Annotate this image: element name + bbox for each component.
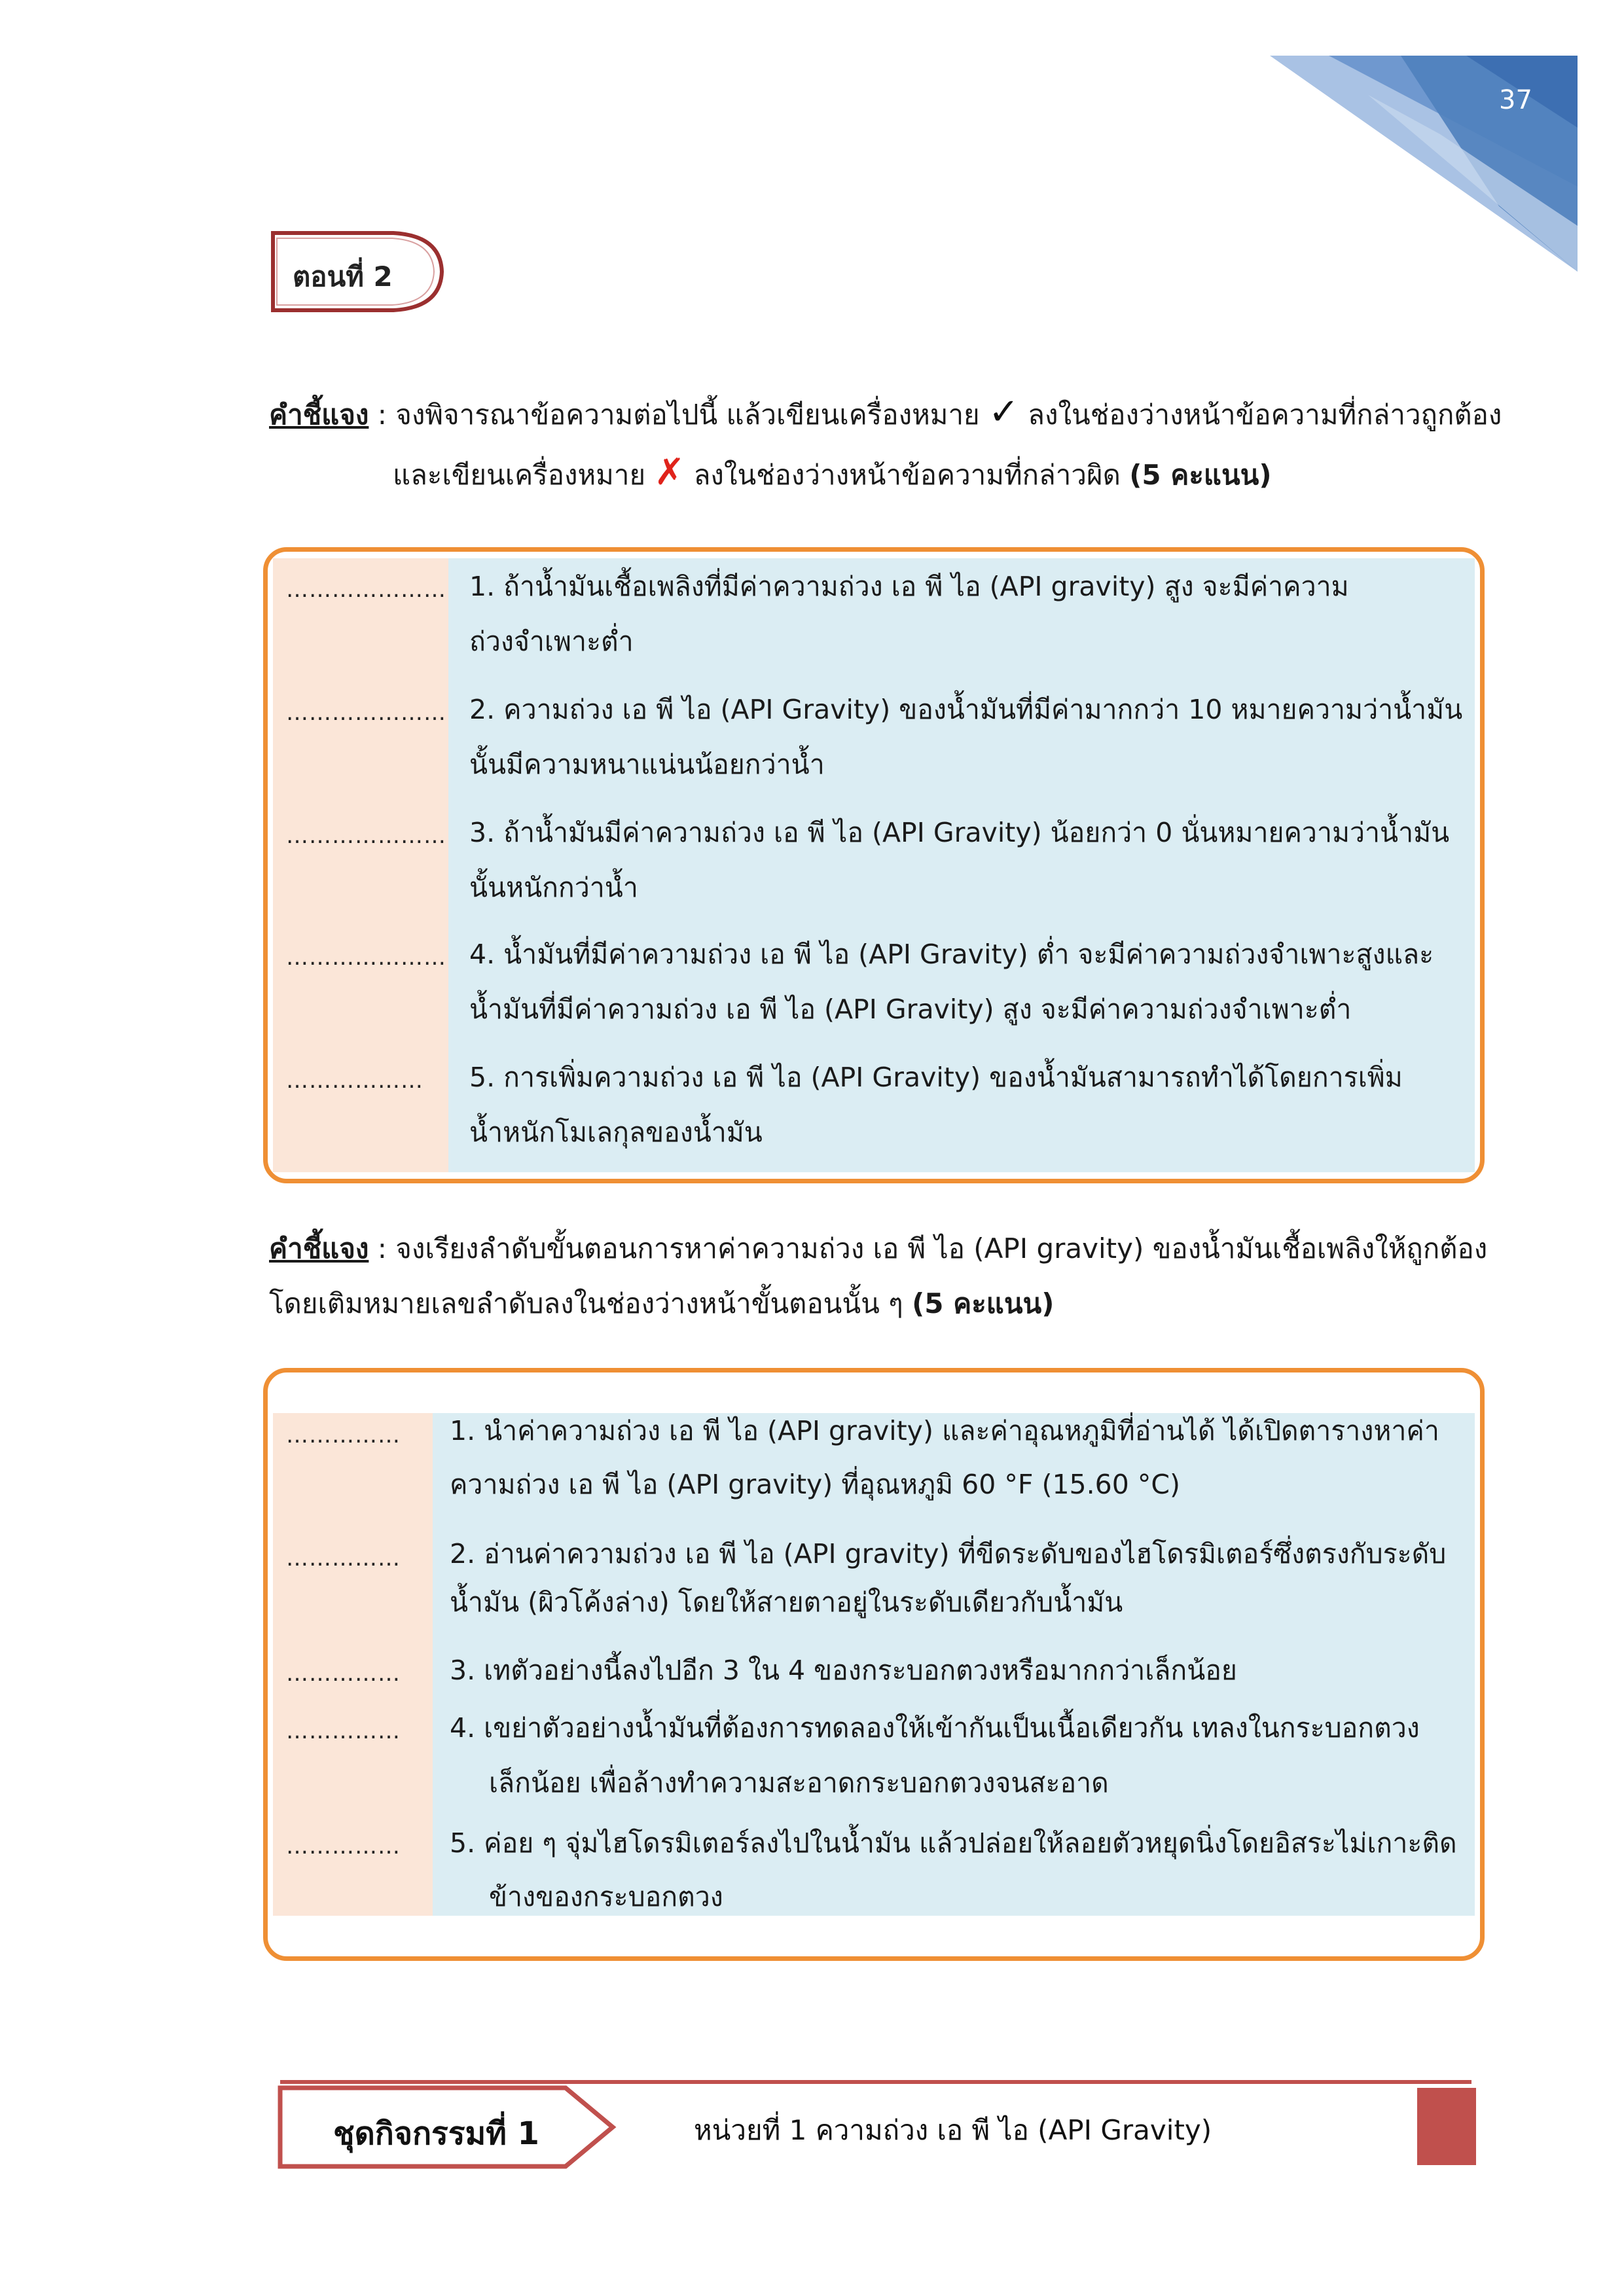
part2-instruction-line2 <box>269 1284 1054 1323</box>
section-tag <box>269 229 446 314</box>
list-item <box>273 558 1475 680</box>
list-item <box>273 925 1475 1047</box>
page-corner-decoration <box>1270 56 1584 272</box>
item-line: 2. อ่านค่าความถ่วง เอ พี ไอ (API gravity) ที่ขีดระดับของไฮโดรมิเตอร์ซึ่งตรงกับระดับ <box>450 1538 1447 1570</box>
list-item <box>273 1825 1475 1924</box>
item-line: 1. ถ้าน้ำมันเชื้อเพลิงที่มีค่าความถ่วง เอ พี ไอ (API gravity) สูง จะมีค่าความ <box>469 571 1349 602</box>
footer-accent-block <box>1417 2088 1476 2165</box>
list-item <box>273 803 1475 925</box>
item-line: 4. เขย่าตัวอย่างน้ำมันที่ต้องการทดลองให้เข้ากันเป็นเนื้อเดียวกัน เทลงในกระบอกตวง <box>450 1712 1420 1744</box>
answer-blank[interactable]: ………………… <box>286 577 446 603</box>
list-item <box>273 1048 1475 1170</box>
list-item <box>273 1413 1475 1537</box>
part2-instruction-text-2: โดยเติมหมายเลขลำดับลงในช่องว่างหน้าขั้นตอนนั้น ๆ <box>269 1287 912 1319</box>
part1-instruction-text: : จงพิจารณาข้อความต่อไปนี้ แล้วเขียนเครื่องหมาย <box>369 399 988 431</box>
item-line-2: น้ำมันที่มีค่าความถ่วง เอ พี ไอ (API Gravity) สูง จะมีค่าความถ่วงจำเพาะต่ำ <box>469 994 1352 1025</box>
item-line-2: ถ่วงจำเพาะต่ำ <box>469 626 634 657</box>
footer-activity-tag <box>278 2085 618 2169</box>
part1-instruction-text-2: ลงในช่องว่างหน้าข้อความที่กล่าวถูกต้อง <box>1019 399 1502 431</box>
answer-blank[interactable]: …………… <box>286 1833 401 1859</box>
item-line-2: เล็กน้อย เพื่อล้างทำความสะอาดกระบอกตวงจนสะอาด <box>489 1767 1109 1799</box>
item-line-2: ความถ่วง เอ พี ไอ (API gravity) ที่อุณหภูมิ 60 °F (15.60 °C) <box>450 1469 1180 1500</box>
item-line: 5. การเพิ่มความถ่วง เอ พี ไอ (API Gravity) ของน้ำมันสามารถทำได้โดยการเพิ่ม <box>469 1062 1403 1093</box>
part1-score: (5 คะแนน) <box>1129 459 1272 491</box>
item-line-2: น้ำหนักโมเลกุลของน้ำมัน <box>469 1117 763 1148</box>
footer-rule <box>280 2080 1471 2084</box>
answer-blank[interactable]: …………… <box>286 1422 401 1448</box>
item-line: 1. นำค่าความถ่วง เอ พี ไอ (API gravity) และค่าอุณหภูมิที่อ่านได้ ได้เปิดตารางหาค่า <box>450 1415 1439 1446</box>
list-item <box>273 1651 1475 1706</box>
true-false-box-inner <box>273 558 1475 1172</box>
answer-blank[interactable]: ………………… <box>286 823 446 849</box>
part1-instruction-line2 <box>393 453 1272 495</box>
part1-instruction-text-3: และเขียนเครื่องหมาย <box>393 459 655 491</box>
item-line-2: ข้างของกระบอกตวง <box>489 1881 723 1912</box>
list-item <box>273 1535 1475 1650</box>
answer-blank[interactable]: …………… <box>286 1660 401 1687</box>
item-line: 3. ถ้าน้ำมันมีค่าความถ่วง เอ พี ไอ (API Gravity) น้อยกว่า 0 นั่นหมายความว่าน้ำมัน <box>469 817 1450 848</box>
ordering-box <box>263 1368 1485 1961</box>
list-item <box>273 680 1475 802</box>
part1-instruction-line1 <box>269 393 1502 435</box>
answer-blank[interactable]: …………… <box>286 1718 401 1744</box>
list-item <box>273 1709 1475 1824</box>
true-false-box <box>263 547 1485 1183</box>
part2-score: (5 คะแนน) <box>912 1287 1055 1319</box>
part2-instruction-line1 <box>269 1229 1487 1268</box>
page-number: 37 <box>1499 85 1532 115</box>
item-line: 4. น้ำมันที่มีค่าความถ่วง เอ พี ไอ (API Gravity) ต่ำ จะมีค่าความถ่วงจำเพาะสูงและ <box>469 939 1434 970</box>
footer-activity-label: ชุดกิจกรรมที่ 1 <box>333 2115 539 2152</box>
ordering-box-inner <box>273 1413 1475 1916</box>
cross-mark-icon: ✗ <box>654 451 685 493</box>
answer-blank[interactable]: ………………… <box>286 700 446 726</box>
item-line: 3. เทตัวอย่างนี้ลงไปอีก 3 ใน 4 ของกระบอกตวงหรือมากกว่าเล็กน้อย <box>450 1655 1237 1686</box>
check-mark-icon: ✓ <box>988 391 1019 433</box>
part1-instruction-text-4: ลงในช่องว่างหน้าข้อความที่กล่าวผิด <box>685 459 1130 491</box>
part2-instruction-heading: คำชี้แจง <box>269 1232 369 1265</box>
item-line-2: นั้นหนักกว่าน้ำ <box>469 872 638 903</box>
item-line: 5. ค่อย ๆ จุ่มไฮโดรมิเตอร์ลงไปในน้ำมัน แล้วปล่อยให้ลอยตัวหยุดนิ่งโดยอิสระไม่เกาะติด <box>450 1827 1457 1859</box>
section-label: ตอนที่ 2 <box>293 260 393 293</box>
answer-blank[interactable]: ……………… <box>286 1067 424 1094</box>
item-line-2: นั้นมีความหนาแน่นน้อยกว่าน้ำ <box>469 749 825 780</box>
part2-instruction-text: : จงเรียงลำดับขั้นตอนการหาค่าความถ่วง เอ พี ไอ (API gravity) ของน้ำมันเชื้อเพลิงให้ถูกต้อง <box>369 1232 1488 1265</box>
answer-blank[interactable]: ………………… <box>286 944 446 971</box>
footer-unit-title: หน่วยที่ 1 ความถ่วง เอ พี ไอ (API Gravity) <box>694 2114 1212 2146</box>
item-line: 2. ความถ่วง เอ พี ไอ (API Gravity) ของน้ำมันที่มีค่ามากกว่า 10 หมายความว่าน้ำมัน <box>469 694 1463 725</box>
item-line-2: น้ำมัน (ผิวโค้งล่าง) โดยให้สายตาอยู่ในระดับเดียวกับน้ำมัน <box>450 1587 1123 1618</box>
part1-instruction-heading: คำชี้แจง <box>269 399 369 431</box>
answer-blank[interactable]: …………… <box>286 1545 401 1571</box>
